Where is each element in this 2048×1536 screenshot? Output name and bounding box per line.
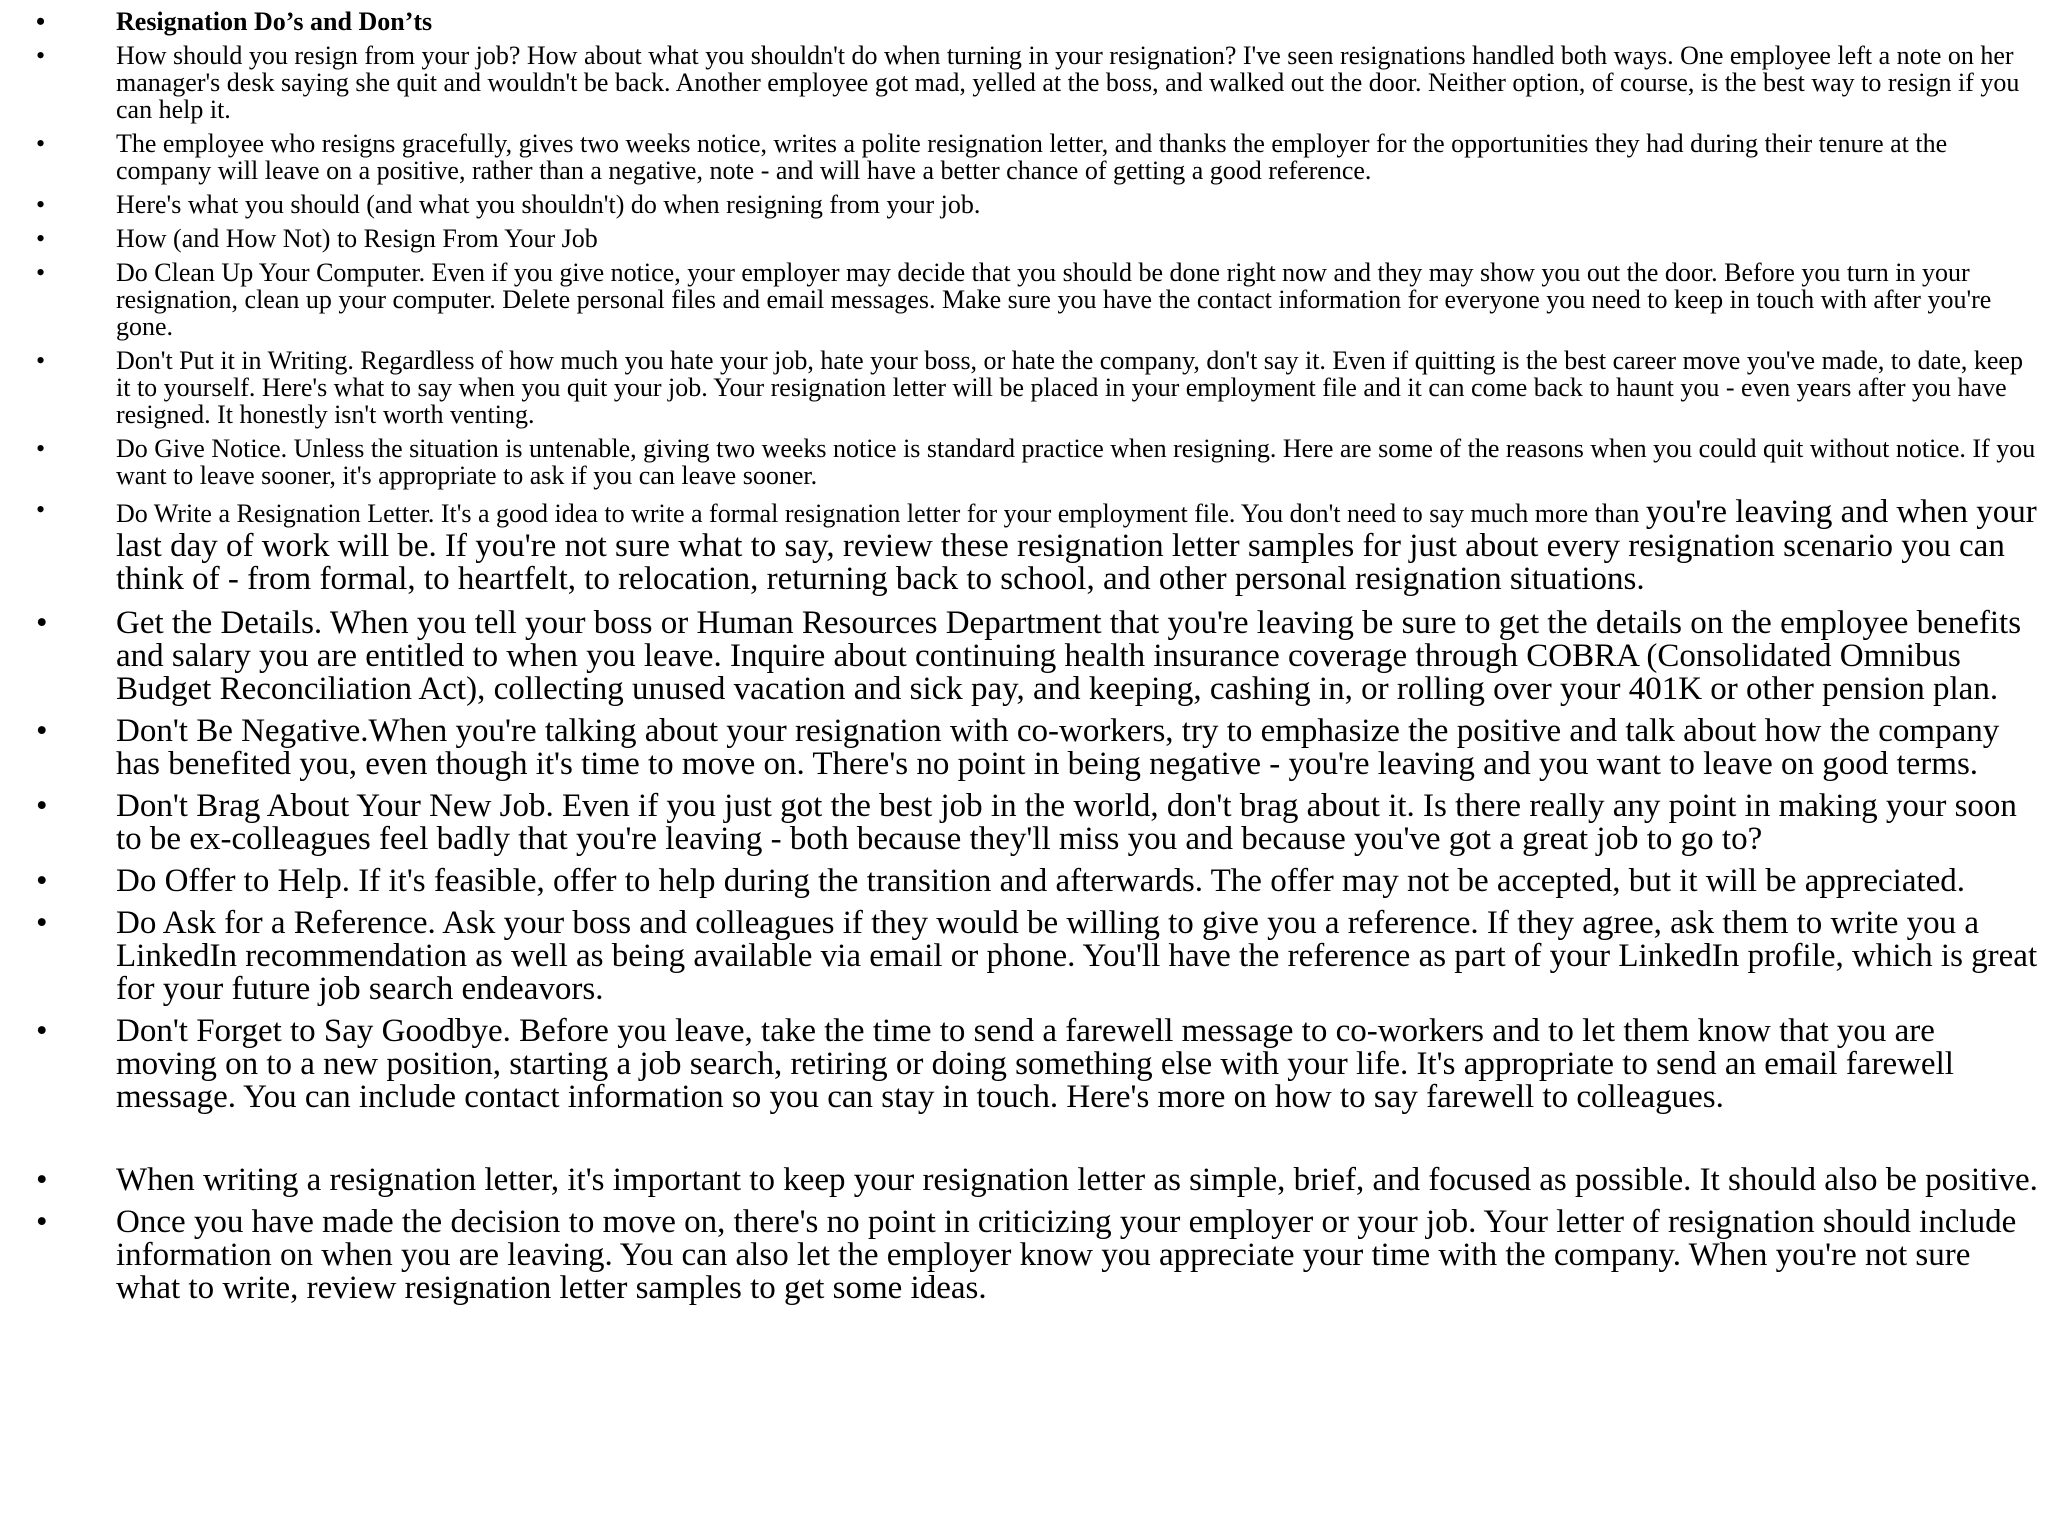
bullet-icon: • (36, 495, 46, 524)
bullet-icon: • (36, 7, 46, 36)
list-item (0, 1015, 2048, 1114)
list-item (0, 42, 2048, 123)
bullet-icon: • (36, 788, 48, 824)
list-item (0, 907, 2048, 1006)
list-item-text: How (and How Not) to Resign From Your Job (116, 224, 598, 253)
list-item-text: Do Clean Up Your Computer. Even if you give notice, your employer may decide that you should be done right now and they may show you out the door. Before you turn in your resignation, clean up your computer. Delete personal files and email messages. Make sure you have the contact information for everyone you need to keep in touch with after you're gone. (116, 258, 1992, 341)
list-item-text: Don't Forget to Say Goodbye. Before you leave, take the time to send a farewell message to co-workers and to let them know that you are moving on to a new position, starting a job search, retiring or doing something else with your life. It's appropriate to send an email farewell message. You can include contact information so you can stay in touch. Here's more on how to say farewell to colleagues. (116, 1013, 1954, 1115)
list-item (0, 607, 2048, 706)
bullet-icon: • (36, 346, 46, 375)
bullet-icon: • (36, 41, 46, 70)
list-item-text: When writing a resignation letter, it's important to keep your resignation letter as simple, brief, and focused as possible. It should also be positive. (116, 1162, 2038, 1198)
bullet-icon: • (36, 258, 46, 287)
bullet-icon: • (36, 190, 46, 219)
list-item-text: Get the Details. When you tell your boss or Human Resources Department that you're leaving be sure to get the details on the employee benefits and salary you are entitled to when you leave. Inquire about continuing health insurance coverage through COBRA (Consolidated Omnibus Budget Reconciliation Act), collecting unused vacation and sick pay, and keeping, cashing in, or rolling over your 401K or other pension plan. (116, 605, 2022, 707)
list-item (0, 715, 2048, 781)
list-item (0, 191, 2048, 218)
list-item-text: The employee who resigns gracefully, gives two weeks notice, writes a polite resignation letter, and thanks the employer for the opportunities they had during their tenure at the company will leave on a positive, rather than a negative, note - and will have a better chance of getting a good reference. (116, 129, 1948, 185)
list-item (0, 1164, 2048, 1197)
bullet-icon: • (36, 863, 48, 899)
list-item (0, 259, 2048, 340)
bullet-icon: • (36, 434, 46, 463)
bullet-icon: • (36, 224, 46, 253)
list-item-text: Don't Brag About Your New Job. Even if you just got the best job in the world, don't brag about it. Is there really any point in making your soon to be ex-colleagues feel badly that you're leaving - both because they'll miss you and because you've got a great job to go to? (116, 788, 2017, 857)
list-item-text: Do Offer to Help. If it's feasible, offer to help during the transition and afterwards. The offer may not be accepted, but it will be appreciated. (116, 863, 1966, 899)
list-item (0, 790, 2048, 856)
list-item-text: How should you resign from your job? How about what you shouldn't do when turning in your resignation? I've seen resignations handled both ways. One employee left a note on her manager's desk saying she quit and wouldn't be back. Another employee got mad, yelled at the boss, and walked out the door. Neither option, of course, is the best way to resign if you can help it. (116, 41, 2020, 124)
bullet-icon: • (36, 605, 48, 641)
bullet-icon: • (36, 1013, 48, 1049)
list-item-title (0, 8, 2048, 35)
bullet-icon: • (36, 713, 48, 749)
list-item-text: Do Ask for a Reference. Ask your boss and colleagues if they would be willing to give you a reference. If they agree, ask them to write you a LinkedIn recommendation as well as being available via email or phone. You'll have the reference as part of your LinkedIn profile, which is great for your future job search endeavors. (116, 905, 2038, 1007)
list-item (0, 496, 2048, 596)
bullet-list (0, 8, 2048, 1314)
list-item (0, 225, 2048, 252)
list-item-text: Here's what you should (and what you shouldn't) do when resigning from your job. (116, 190, 981, 219)
list-item-text: Don't Be Negative.When you're talking about your resignation with co-workers, try to emphasize the positive and talk about how the company has benefited you, even though it's time to move on. There's no point in being negative - you're leaving and you want to leave on good terms. (116, 713, 2000, 782)
list-item-text: Don't Put it in Writing. Regardless of how much you hate your job, hate your boss, or hate the company, don't say it. Even if quitting is the best career move you've made, to date, keep it to yourself. Here's what to say when you quit your job. Your resignation letter will be placed in your employment file and it can come back to haunt you - even years after you have resigned. It honestly isn't worth venting. (116, 346, 2023, 429)
list-item-text: Once you have made the decision to move on, there's no point in criticizing your employer or your job. Your letter of resignation should include information on when you are leaving. You can also let the employer know you appreciate your time with the company. When you're not sure what to write, review resignation letter samples to get some ideas. (116, 1204, 2017, 1306)
bullet-icon: • (36, 1204, 48, 1240)
list-item-text-rest: you're leaving and when your last day of work will be. If you're not sure what to say, review these resignation letter samples for just about every resignation scenario you can think of - from formal, to heartfelt, to relocation, returning back to school, and other personal resignation situations. (116, 494, 2037, 597)
list-item-text: Resignation Do’s and Don’ts (116, 7, 433, 36)
list-item (0, 347, 2048, 428)
bullet-icon: • (36, 1162, 48, 1198)
list-item-text-lead: Do Write a Resignation Letter. It's a good idea to write a formal resignation letter for your employment file. You don't need to say much more than (116, 499, 1646, 528)
bullet-icon: • (36, 905, 48, 941)
list-item (0, 865, 2048, 898)
list-item (0, 1206, 2048, 1305)
list-item (0, 130, 2048, 184)
list-item-text: Do Give Notice. Unless the situation is untenable, giving two weeks notice is standard practice when resigning. Here are some of the reasons when you could quit without notice. If you want to leave sooner, it's appropriate to ask if you can leave sooner. (116, 434, 2036, 490)
bullet-icon: • (36, 129, 46, 158)
list-item (0, 435, 2048, 489)
